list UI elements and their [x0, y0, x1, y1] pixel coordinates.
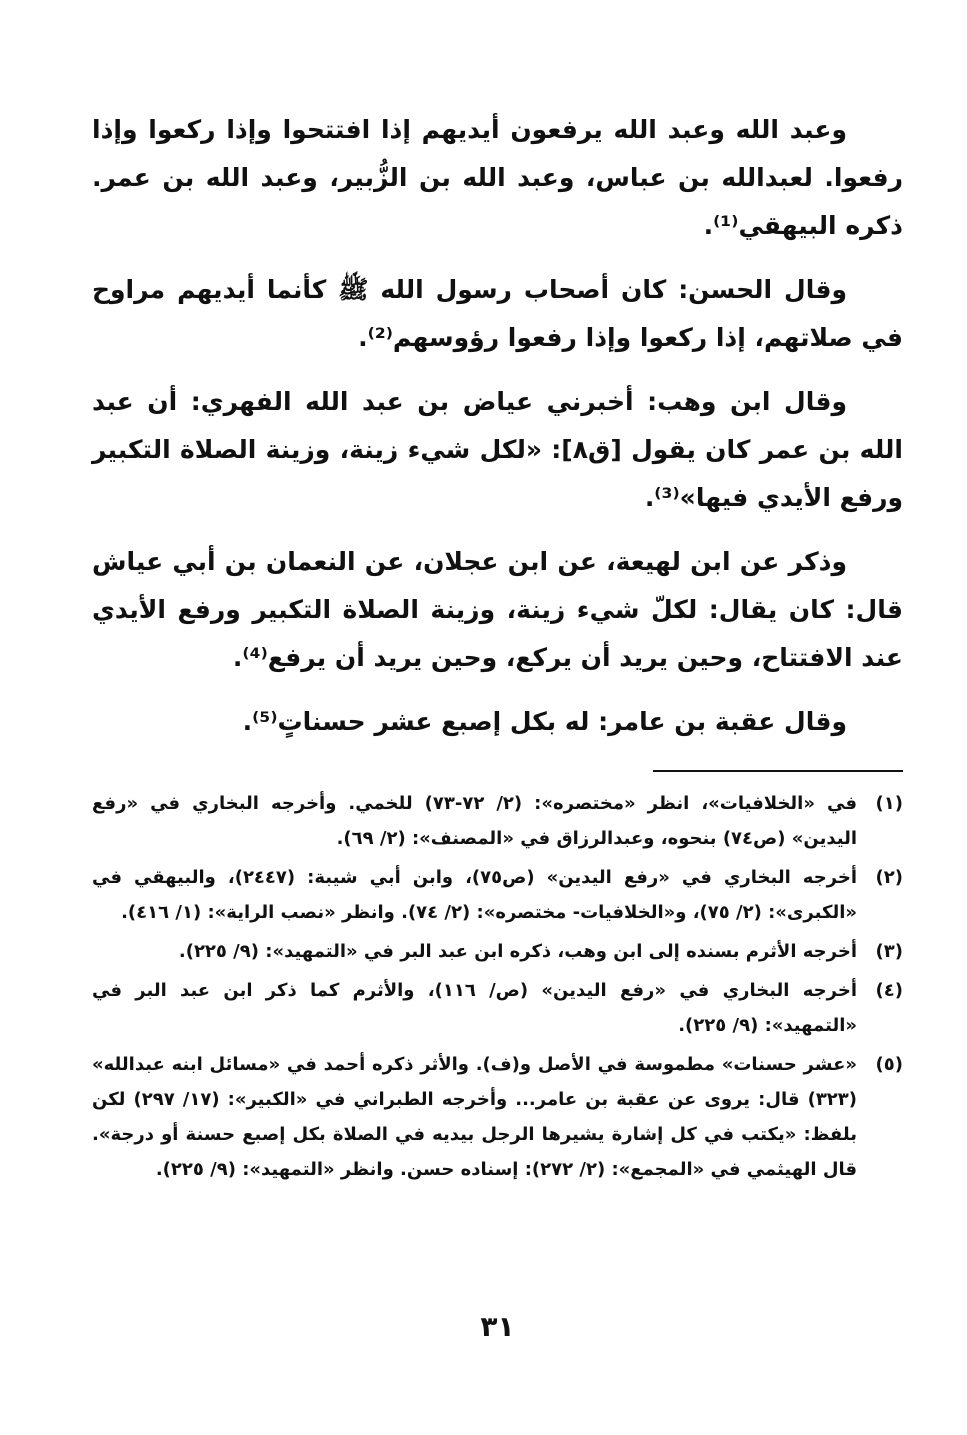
paragraph: وقال ابن وهب: أخبرني عياض بن عبد الله الفهري: أن عبد الله بن عمر كان يقول [ق٨]: «لكل شيء زينة، وزينة الصلاة التكبير ورفع الأيدي فيها»⁽³⁾. [92, 387, 903, 512]
main-text [92, 106, 903, 762]
book-page [92, 0, 903, 1435]
footnote [92, 934, 903, 969]
footnote-text: أخرجه البخاري في «رفع اليدين» (ص٧٥)، وابن أبي شيبة: (٢٤٤٧)، والبيهقي في «الكبرى»: (٢/ ٧٥)، و«الخلافيات- مختصره»: (٢/ ٧٤). وانظر «نصب الراية»: (١/ ٤١٦). [92, 867, 858, 923]
page-number: ٣١ [480, 1310, 515, 1343]
footnotes [92, 786, 903, 1191]
paragraph: وعبد الله وعبد الله يرفعون أيديهم إذا افتتحوا وإذا ركعوا وإذا رفعوا. لعبدالله بن عباس، وعبد الله بن الزُّبير، وعبد الله بن عمر. ذكره البيهقي⁽¹⁾. [92, 115, 903, 240]
footnote-text: «عشر حسنات» مطموسة في الأصل و(ف). والأثر ذكره أحمد في «مسائل ابنه عبدالله» (٣٢٣) قال: يروى عن عقبة بن عامر... وأخرجه الطبراني في «الكبير»: (١٧/ ٢٩٧) لكن بلفظ: «يكتب في كل إشارة يشيرها الرجل بيديه في الصلاة بكل إصبع حسنة أو درجة». قال الهيثمي في «المجمع»: (٢/ ٢٧٢): إسناده حسن. وانظر «التمهيد»: (٩/ ٢٢٥). [92, 1054, 858, 1180]
paragraph: وقال الحسن: كان أصحاب رسول الله ﷺ كأنما أيديهم مراوح في صلاتهم، إذا ركعوا وإذا رفعوا رؤوسهم⁽²⁾. [92, 275, 903, 352]
paragraph: وقال عقبة بن عامر: له بكل إصبع عشر حسناتٍ⁽⁵⁾. [242, 707, 847, 736]
footnote-number: (٢) [875, 867, 903, 888]
footnote-number: (٥) [875, 1054, 903, 1075]
footnote [92, 1047, 903, 1187]
paragraph: وذكر عن ابن لهيعة، عن ابن عجلان، عن النعمان بن أبي عياش قال: كان يقال: لكلّ شيء زينة، وزينة الصلاة التكبير ورفع الأيدي عند الافتتاح، وحين يريد أن يركع، وحين يريد أن يرفع⁽⁴⁾. [92, 547, 903, 672]
footnote-number: (٣) [875, 941, 903, 962]
footnote-text: أخرجه البخاري في «رفع اليدين» (ص/ ١١٦)، والأثرم كما ذكر ابن عبد البر في «التمهيد»: (٩/ ٢٢٥). [92, 980, 857, 1036]
footnote-text: أخرجه الأثرم بسنده إلى ابن وهب، ذكره ابن عبد البر في «التمهيد»: (٩/ ٢٢٥). [178, 941, 857, 962]
footnote-text: في «الخلافيات»، انظر «مختصره»: (٢/ ٧٢-٧٣) للخمي. وأخرجه البخاري في «رفع اليدين» (ص٧٤) بنحوه، وعبدالرزاق في «المصنف»: (٢/ ٦٩). [92, 793, 857, 849]
footnote-number: (١) [875, 793, 903, 814]
footnote [92, 973, 903, 1043]
footnote [92, 786, 903, 856]
footnote-divider [653, 770, 903, 772]
footnote-number: (٤) [875, 980, 903, 1001]
footnote [92, 860, 903, 930]
